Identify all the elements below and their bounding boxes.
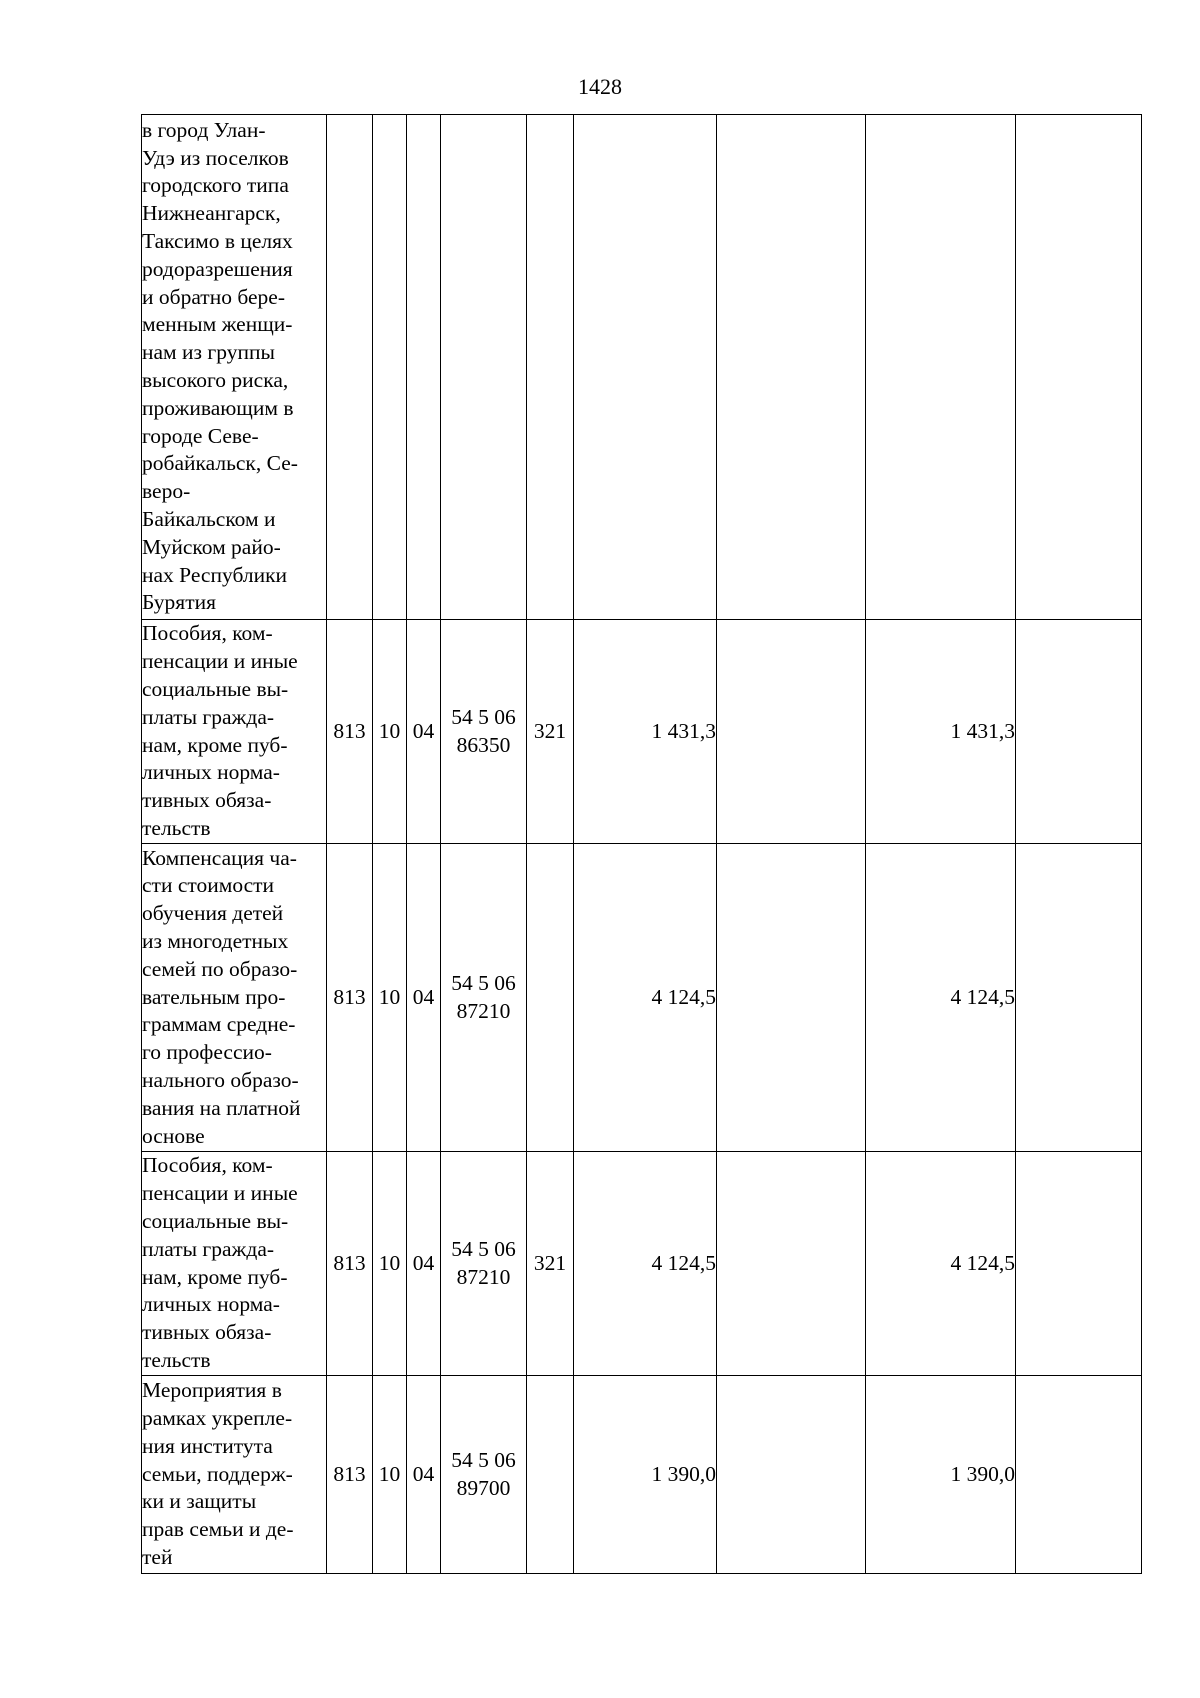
table-row [142, 1152, 1142, 1376]
total-sum-cell: 4 124,5 [574, 1152, 717, 1376]
total-sum-cell: 4 124,5 [574, 844, 717, 1152]
extra-sum-cell [1016, 620, 1142, 844]
other-sum-cell [717, 1152, 866, 1376]
subsection-cell [407, 115, 441, 620]
extra-sum-cell [1016, 1376, 1142, 1574]
grbs-cell [327, 115, 373, 620]
expense-type-cell: 321 [527, 620, 574, 844]
section-cell: 10 [373, 1376, 407, 1574]
page-number: 1428 [578, 74, 622, 99]
target-article-cell: 54 5 06 87210 [441, 844, 527, 1152]
extra-sum-cell [1016, 1152, 1142, 1376]
target-article-cell [441, 115, 527, 620]
other-sum-cell [717, 115, 866, 620]
budget-table [141, 114, 1142, 1574]
subsection-cell: 04 [407, 1376, 441, 1574]
table-row [142, 844, 1142, 1152]
grbs-cell: 813 [327, 620, 373, 844]
own-sum-cell [866, 115, 1016, 620]
other-sum-cell [717, 844, 866, 1152]
target-article-cell: 54 5 06 86350 [441, 620, 527, 844]
other-sum-cell [717, 620, 866, 844]
subsection-cell: 04 [407, 844, 441, 1152]
subsection-cell: 04 [407, 1152, 441, 1376]
grbs-cell: 813 [327, 1152, 373, 1376]
grbs-cell: 813 [327, 844, 373, 1152]
item-name-cell: Пособия, ком- пенсации и иные социальные вы- платы гражда- нам, кроме пуб- личных норма- тивных обяза- тельств [142, 620, 327, 844]
section-cell [373, 115, 407, 620]
section-cell: 10 [373, 1152, 407, 1376]
other-sum-cell [717, 1376, 866, 1574]
target-article-cell: 54 5 06 89700 [441, 1376, 527, 1574]
target-article-cell: 54 5 06 87210 [441, 1152, 527, 1376]
section-cell: 10 [373, 844, 407, 1152]
item-name-cell: Мероприятия в рамках укрепле- ния института семьи, поддерж- ки и защиты прав семьи и де- тей [142, 1376, 327, 1574]
subsection-cell: 04 [407, 620, 441, 844]
own-sum-cell: 4 124,5 [866, 1152, 1016, 1376]
table-row [142, 115, 1142, 620]
extra-sum-cell [1016, 844, 1142, 1152]
item-name-cell: в город Улан- Удэ из поселков городского типа Нижнеангарск, Таксимо в целях родоразрешения и обратно бере- менным женщи- нам из группы высокого риска, проживающим в городе Севе- робайкальск, Се- веро- Байкальском и Муйском райо- нах Республики Бурятия [142, 115, 327, 620]
grbs-cell: 813 [327, 1376, 373, 1574]
expense-type-cell [527, 1376, 574, 1574]
extra-sum-cell [1016, 115, 1142, 620]
total-sum-cell [574, 115, 717, 620]
total-sum-cell: 1 390,0 [574, 1376, 717, 1574]
expense-type-cell [527, 844, 574, 1152]
section-cell: 10 [373, 620, 407, 844]
table-row [142, 1376, 1142, 1574]
expense-type-cell [527, 115, 574, 620]
total-sum-cell: 1 431,3 [574, 620, 717, 844]
item-name-cell: Компенсация ча- сти стоимости обучения детей из многодетных семей по образо- вательным про- граммам средне- го профессио- нального образо- вания на платной основе [142, 844, 327, 1152]
own-sum-cell: 1 390,0 [866, 1376, 1016, 1574]
item-name-cell: Пособия, ком- пенсации и иные социальные вы- платы гражда- нам, кроме пуб- личных норма- тивных обяза- тельств [142, 1152, 327, 1376]
own-sum-cell: 1 431,3 [866, 620, 1016, 844]
expense-type-cell: 321 [527, 1152, 574, 1376]
own-sum-cell: 4 124,5 [866, 844, 1016, 1152]
table-row [142, 620, 1142, 844]
